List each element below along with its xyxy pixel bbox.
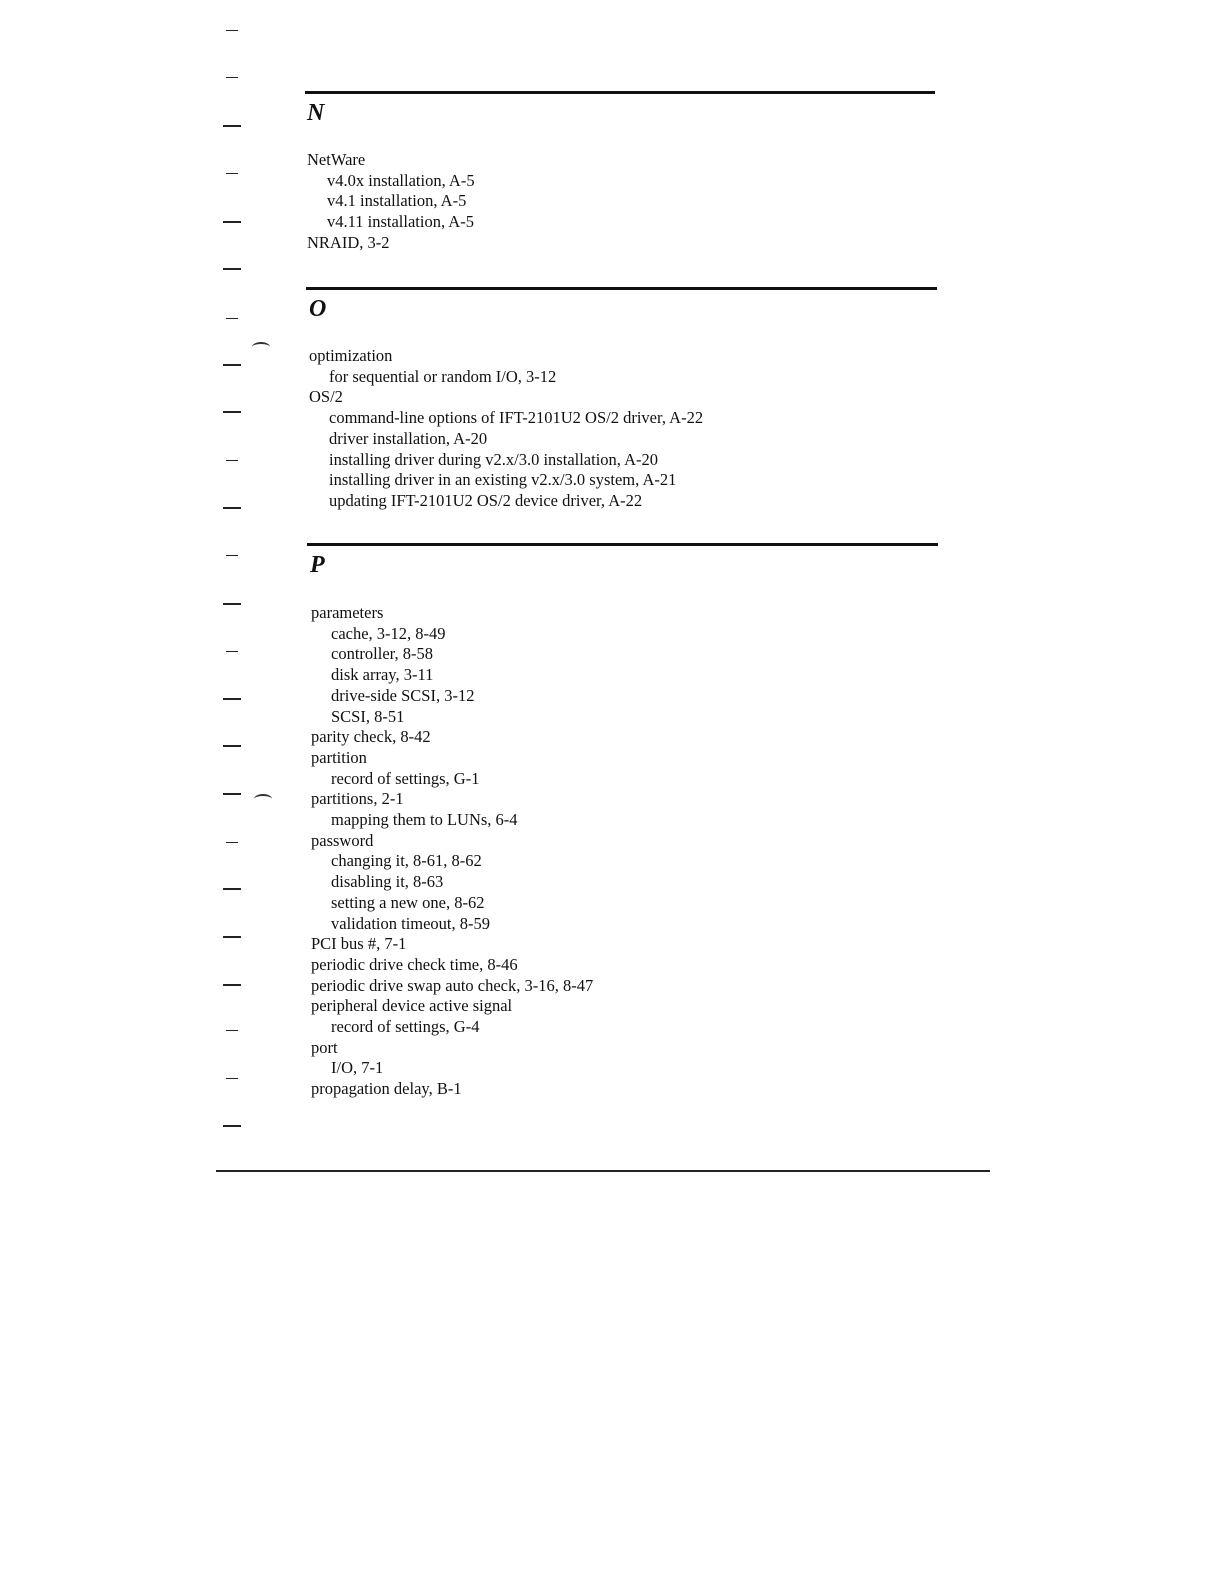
index-subentry: record of settings, G-1 — [331, 768, 480, 788]
margin-mark — [226, 173, 238, 174]
index-subentry: v4.0x installation, A-5 — [327, 170, 475, 190]
index-entry-list — [309, 346, 703, 512]
section-letter: O — [309, 296, 327, 322]
section-letter: N — [307, 100, 325, 126]
index-entry: peripheral device active signal — [311, 996, 513, 1016]
index-subentry: setting a new one, 8-62 — [331, 892, 485, 912]
index-entry: parity check, 8-42 — [311, 727, 431, 747]
index-subentry: v4.1 installation, A-5 — [327, 191, 467, 211]
index-subentry: cache, 3-12, 8-49 — [331, 623, 446, 643]
index-entry-list — [311, 603, 593, 1100]
index-entry: partition — [311, 747, 367, 767]
margin-mark — [252, 342, 270, 352]
index-entry: periodic drive swap auto check, 3-16, 8-47 — [311, 975, 594, 995]
index-entry: parameters — [311, 603, 384, 622]
index-subentry: drive-side SCSI, 3-12 — [331, 685, 475, 705]
index-subentry: command-line options of IFT-2101U2 OS/2 driver, A-22 — [329, 408, 704, 428]
index-entry: NRAID, 3-2 — [307, 232, 390, 252]
index-entry: PCI bus #, 7-1 — [311, 934, 407, 954]
index-subentry: v4.11 installation, A-5 — [327, 212, 474, 232]
index-entry: password — [311, 830, 374, 850]
margin-mark — [223, 411, 241, 413]
index-subentry: driver installation, A-20 — [329, 428, 488, 448]
margin-mark — [223, 698, 241, 700]
margin-mark — [223, 936, 241, 938]
margin-mark — [223, 507, 241, 509]
margin-mark — [226, 460, 238, 461]
margin-mark — [223, 603, 241, 605]
index-entry: propagation delay, B-1 — [311, 1079, 462, 1099]
margin-mark — [223, 125, 241, 127]
section-rule — [307, 543, 938, 546]
margin-mark — [226, 77, 238, 78]
section-rule — [306, 287, 937, 290]
margin-mark — [223, 745, 241, 747]
margin-mark — [223, 984, 241, 986]
index-subentry: for sequential or random I/O, 3-12 — [329, 366, 557, 386]
index-entry: OS/2 — [309, 387, 343, 407]
margin-mark — [226, 555, 238, 556]
index-subentry: disk array, 3-11 — [331, 665, 434, 685]
index-subentry: installing driver in an existing v2.x/3.0 system, A-21 — [329, 470, 677, 490]
index-entry: port — [311, 1037, 338, 1057]
margin-mark — [223, 793, 241, 795]
index-subentry: record of settings, G-4 — [331, 1017, 480, 1037]
index-entry: partitions, 2-1 — [311, 789, 404, 809]
margin-mark — [226, 318, 238, 319]
index-entry: optimization — [309, 346, 393, 365]
index-subentry: SCSI, 8-51 — [331, 706, 405, 726]
section-rule — [305, 91, 935, 94]
section-letter: P — [310, 552, 325, 578]
index-subentry: mapping them to LUNs, 6-4 — [331, 810, 518, 830]
index-subentry: installing driver during v2.x/3.0 installation, A-20 — [329, 449, 659, 469]
margin-mark — [226, 842, 238, 843]
margin-mark — [254, 794, 272, 804]
index-entry: NetWare — [307, 150, 366, 169]
index-entry: periodic drive check time, 8-46 — [311, 954, 518, 974]
page-bottom-rule — [216, 1170, 990, 1172]
index-subentry: changing it, 8-61, 8-62 — [331, 851, 482, 871]
margin-mark — [223, 1125, 241, 1127]
index-entry-list — [307, 150, 475, 254]
margin-marks — [0, 0, 280, 1584]
index-subentry: I/O, 7-1 — [331, 1058, 384, 1078]
margin-mark — [226, 1030, 238, 1031]
margin-mark — [223, 364, 241, 366]
margin-mark — [226, 651, 238, 652]
index-subentry: disabling it, 8-63 — [331, 872, 444, 892]
margin-mark — [223, 268, 241, 270]
margin-mark — [226, 1078, 238, 1079]
margin-mark — [223, 221, 241, 223]
margin-mark — [223, 888, 241, 890]
margin-mark — [226, 30, 238, 31]
index-subentry: updating IFT-2101U2 OS/2 device driver, A-22 — [329, 490, 643, 510]
index-subentry: controller, 8-58 — [331, 644, 433, 664]
index-subentry: validation timeout, 8-59 — [331, 913, 491, 933]
